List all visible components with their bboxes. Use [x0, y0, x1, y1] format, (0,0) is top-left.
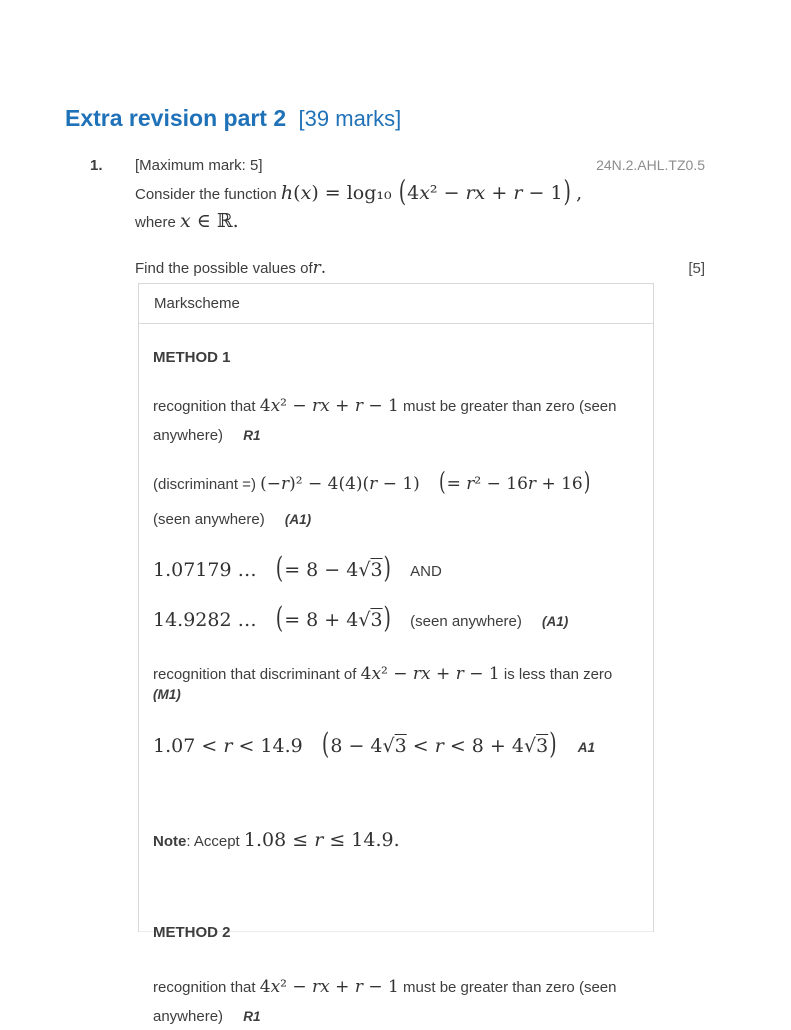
markscheme-body — [139, 324, 653, 1030]
page-title-marks: [39 marks] — [298, 106, 402, 132]
domain-math: x ∈ ℝ. — [180, 210, 239, 233]
question-intro-text: Consider the function — [135, 186, 281, 203]
function-definition-math: h(x) = log₁₀ — [280, 182, 398, 204]
root2-exact-math: (= 8 + 4√3) — [275, 601, 391, 635]
discriminant-seen-anywhere-line — [153, 506, 637, 533]
where-text: where — [135, 214, 181, 232]
note-label: Note — [153, 833, 187, 851]
answer-decimal-math: 1.07 < r < 14.9 — [153, 734, 303, 757]
maximum-mark-label: [Maximum mark: 5] — [135, 157, 263, 174]
root1-line — [153, 549, 637, 593]
rec2-text-1: recognition that discriminant of — [153, 665, 361, 683]
final-answer-line — [153, 724, 637, 770]
function-argument-math: (4x² − rx + r − 1) — [398, 175, 571, 209]
method2-recognition-line — [153, 972, 637, 1030]
page-title-text: Extra revision part 2 — [65, 105, 287, 132]
page-title — [65, 105, 401, 132]
seen-anywhere-text: (seen anywhere) — [153, 511, 265, 529]
function-trailing-comma: , — [576, 182, 583, 204]
mark-a1-roots: (A1) — [542, 613, 569, 629]
mark-a1-answer: A1 — [577, 739, 596, 755]
note-line — [153, 823, 637, 857]
question-body — [135, 175, 705, 279]
recognition-text-1: recognition that — [153, 398, 260, 415]
rec2-text-2: is less than zero — [503, 665, 613, 683]
markscheme-header-label: Markscheme — [154, 295, 240, 312]
method1-recognition-line — [153, 391, 637, 449]
discriminant-text: (discriminant =) — [153, 475, 261, 493]
method2-heading: METHOD 2 — [153, 924, 231, 942]
root2-seen-anywhere-text: (seen anywhere) — [410, 612, 522, 630]
recognition-text-2: must be greater than zero (seen anywhere) — [153, 398, 617, 444]
markscheme-header[interactable] — [139, 284, 653, 324]
markscheme-panel — [138, 283, 654, 1025]
root1-exact-math: (= 8 − 4√3) — [275, 552, 391, 586]
discriminant-simplified-math: (= r² − 16r + 16) — [438, 467, 591, 498]
task-variable-math: r. — [312, 258, 327, 279]
question-reference: 24N.2.AHL.TZ0.5 — [596, 157, 705, 173]
mark-a1-discriminant: (A1) — [284, 512, 312, 528]
note-inequality-math: 1.08 ≤ r ≤ 14.9. — [243, 829, 400, 852]
method2-mark-r1: R1 — [243, 1008, 261, 1024]
note-text: : Accept — [186, 833, 244, 851]
question-intro-line — [135, 175, 705, 209]
discriminant-expression-math: (−r)² − 4(4)(r − 1) — [260, 473, 420, 494]
method1-heading: METHOD 1 — [153, 349, 231, 366]
root2-decimal-math: 14.9282 … — [153, 608, 257, 631]
quadratic-math: 4x² − rx + r − 1 — [259, 396, 399, 416]
discriminant-line — [153, 467, 637, 503]
method2-recognition-text-2: must be greater than zero (seen anywhere) — [153, 979, 617, 1025]
task-text: Find the possible values of — [135, 260, 313, 278]
question-number: 1. — [90, 157, 103, 174]
marks-available: [5] — [688, 260, 705, 278]
mark-r1: R1 — [243, 427, 261, 443]
question-1 — [90, 157, 705, 278]
root1-decimal-math: 1.07179 … — [153, 559, 257, 582]
discriminant-less-than-zero-line — [153, 659, 637, 708]
question-task-line — [135, 258, 705, 278]
method2-quadratic-math: 4x² − rx + r − 1 — [259, 977, 399, 998]
question-domain-line — [135, 210, 705, 232]
root2-line — [153, 599, 637, 643]
method2-recognition-text-1: recognition that — [153, 979, 260, 997]
rec2-quadratic-math: 4x² − rx + r − 1 — [360, 663, 500, 684]
answer-exact-math: (8 − 4√3 < r < 8 + 4√3) — [321, 727, 557, 761]
mark-m1: (M1) — [153, 687, 181, 703]
and-text: AND — [410, 563, 442, 581]
